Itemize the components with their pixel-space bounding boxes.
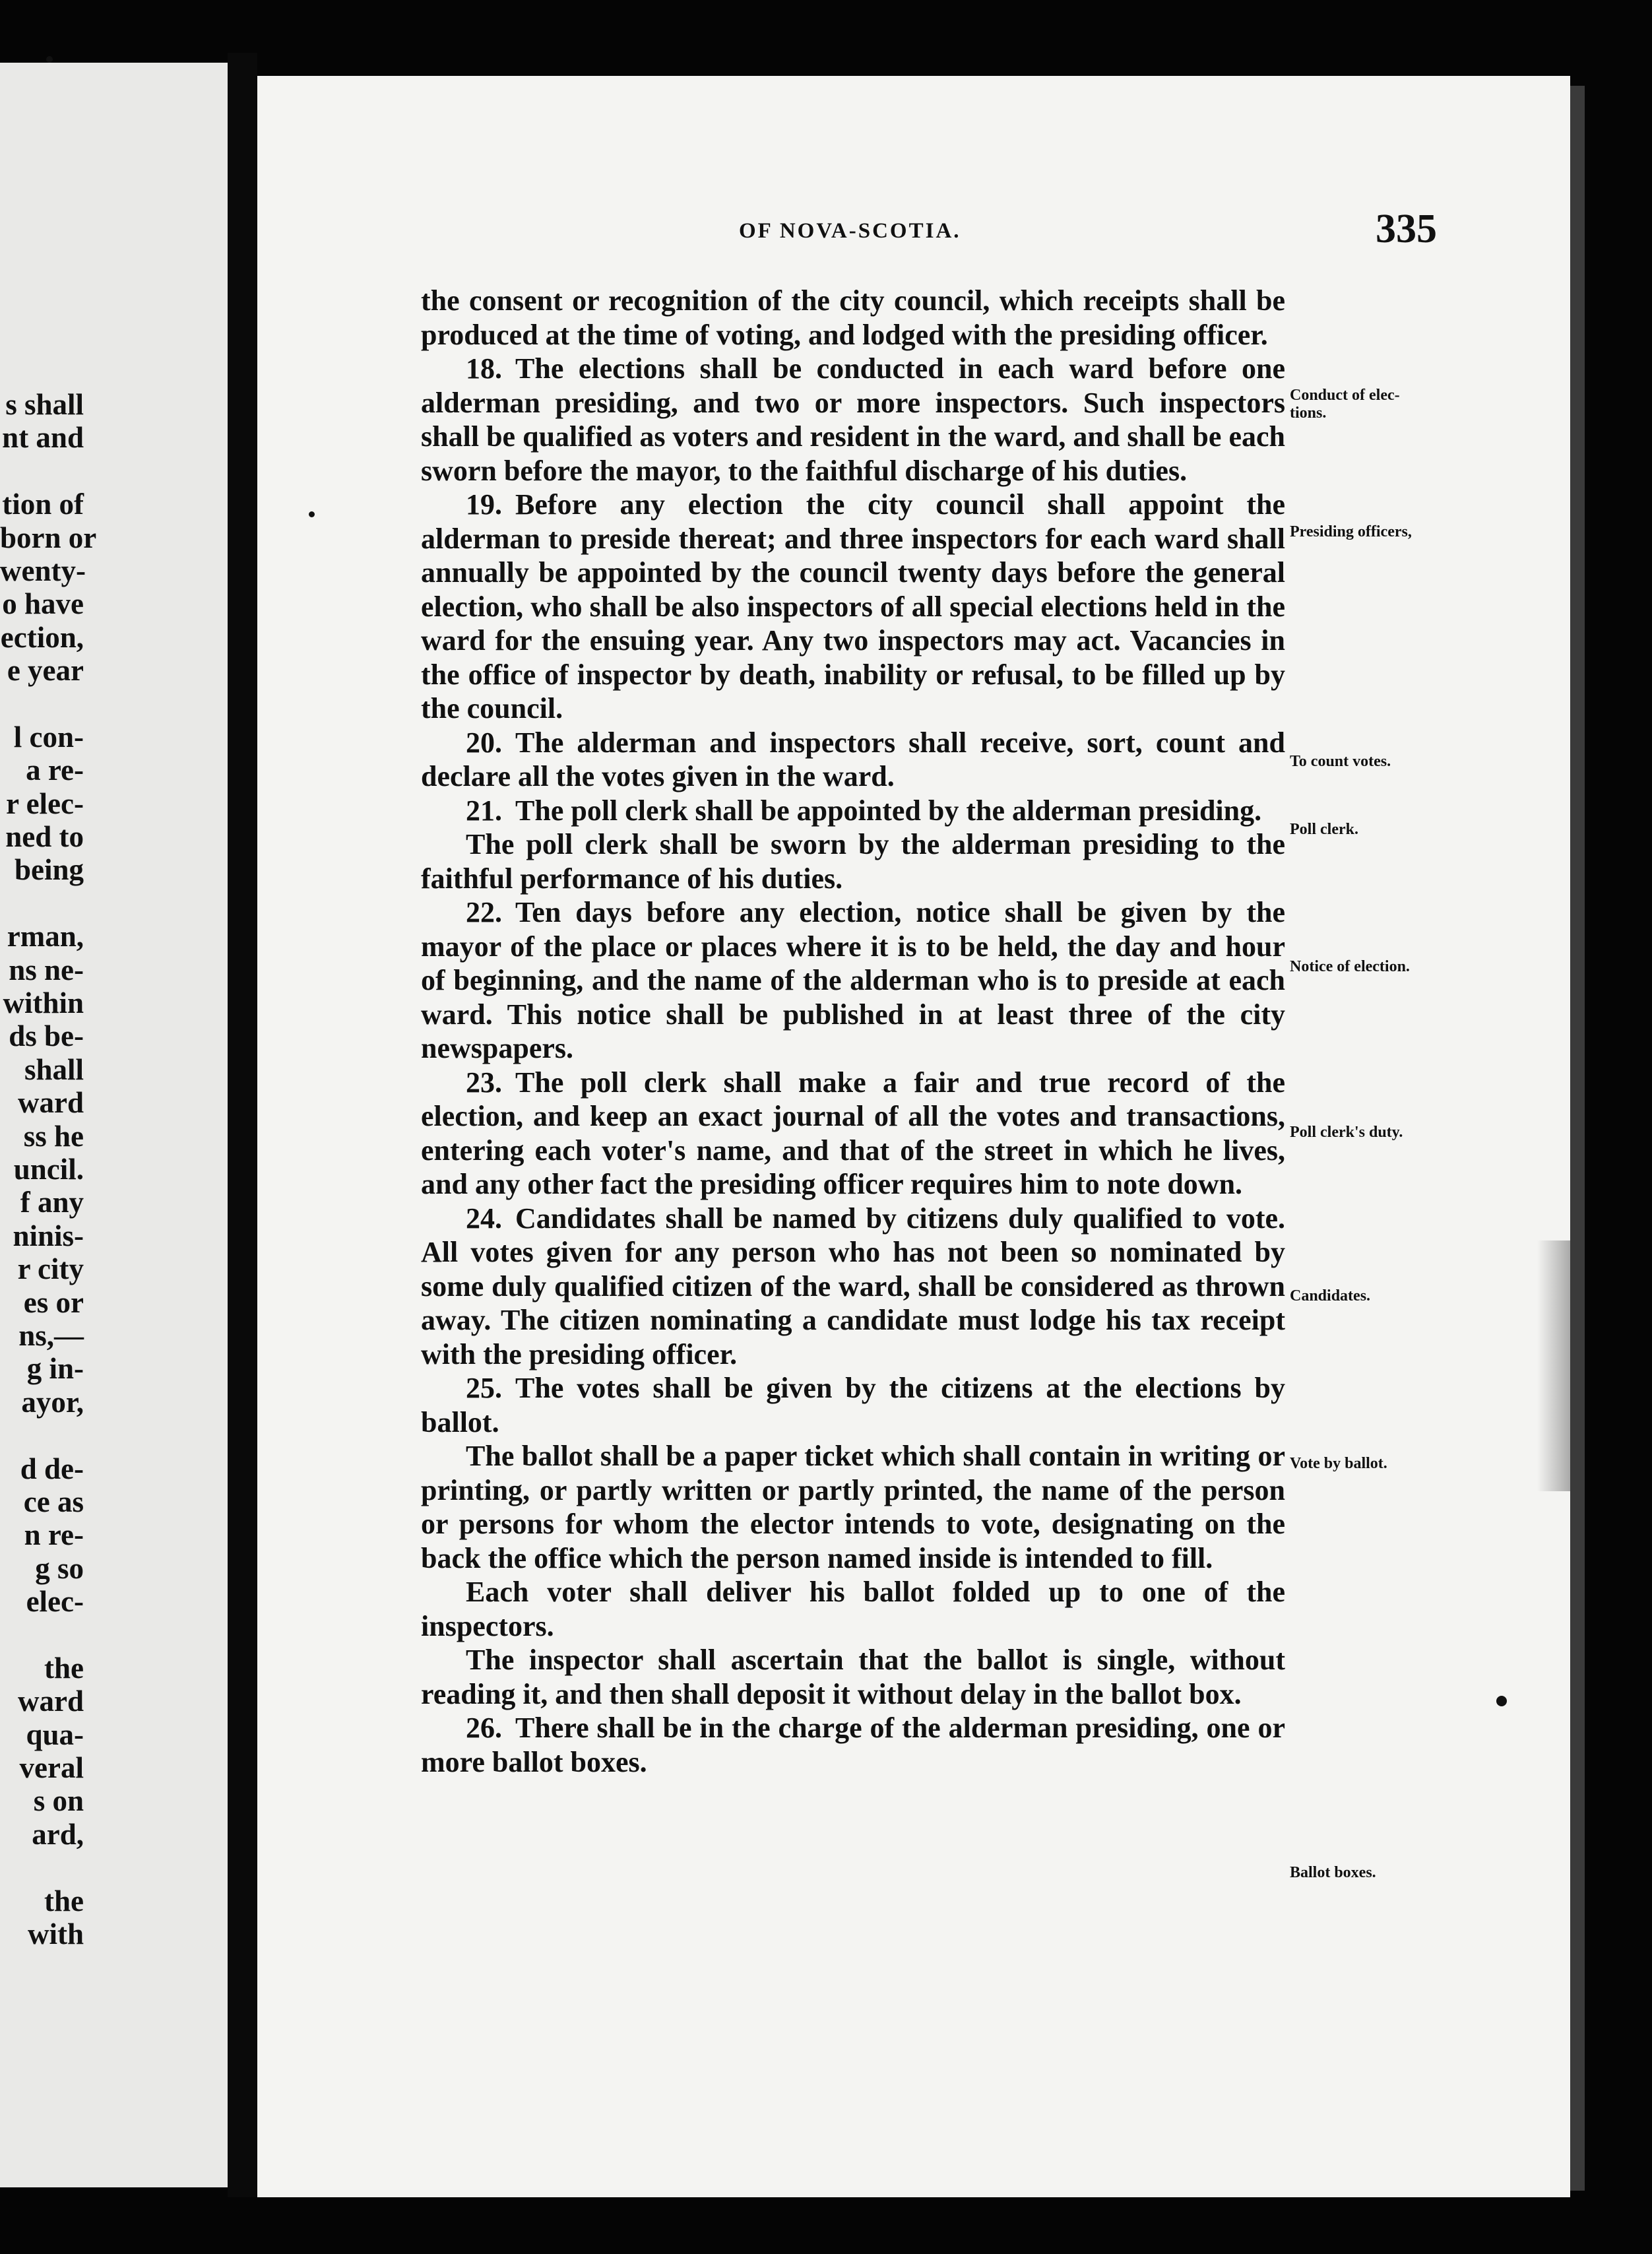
facing-page-line: l con- xyxy=(13,720,84,754)
margin-note-candidates: Candidates. xyxy=(1290,1287,1371,1304)
section-paragraph xyxy=(421,895,1285,1066)
facing-page-line: ned to xyxy=(5,820,84,854)
facing-page-line xyxy=(0,1419,228,1452)
margin-note-presiding: Presiding officers, xyxy=(1290,523,1412,540)
running-head: OF NOVA-SCOTIA. xyxy=(739,219,961,243)
section-text: The votes shall be given by the citizens at the elections by ballot. xyxy=(421,1372,1285,1438)
facing-page-line: n re- xyxy=(24,1518,84,1552)
facing-page-line: born or xyxy=(0,521,97,554)
section-paragraph xyxy=(421,1066,1285,1202)
section-text: The inspector shall ascertain that the ballot is single, without reading it, and then shall deposit it without delay in the ballot box. xyxy=(421,1644,1285,1710)
section-text: The alderman and inspectors shall receive, sort, count and declare all the votes given in the ward. xyxy=(421,726,1285,792)
facing-page-line: veral xyxy=(19,1751,84,1785)
facing-page-line: being xyxy=(14,853,84,887)
section-number: 26. xyxy=(466,1712,502,1744)
section-text: The poll clerk shall be sworn by the alderman presiding to the faithful performance of his duties. xyxy=(421,828,1285,895)
book-gutter xyxy=(228,53,257,2197)
margin-note-poll-clerk: Poll clerk. xyxy=(1290,821,1358,838)
body-text xyxy=(421,284,1285,1779)
facing-page-line: nt and xyxy=(2,421,84,455)
facing-page-text xyxy=(0,388,228,1950)
section-paragraph xyxy=(421,284,1285,352)
facing-page-line: shall xyxy=(24,1052,84,1086)
facing-page-line: s shall xyxy=(5,388,84,421)
margin-note-conduct: Conduct of elec- xyxy=(1290,387,1400,404)
section-paragraph xyxy=(421,794,1285,828)
facing-page-line: f any xyxy=(20,1186,84,1219)
section-number: 18. xyxy=(466,352,502,385)
margin-note-notice: Notice of election. xyxy=(1290,958,1410,975)
section-paragraph xyxy=(421,1202,1285,1372)
section-number: 24. xyxy=(466,1202,502,1235)
section-paragraph xyxy=(421,1711,1285,1779)
section-text: Candidates shall be named by citizens duly qualified to vote. All votes given for any person who has not been so nominated by some duly qualified citizen of the ward, shall be considered as thrown away. The citizen nominating a candidate must lodge his tax receipt with the presiding officer. xyxy=(421,1202,1285,1370)
margin-note-count-votes: To count votes. xyxy=(1290,753,1391,770)
facing-page-line xyxy=(0,1618,228,1651)
facing-page-line: within xyxy=(3,986,84,1020)
facing-page-line: g in- xyxy=(26,1352,84,1386)
facing-page-line: ection, xyxy=(0,620,84,654)
facing-page-line: o have xyxy=(2,587,84,621)
facing-page-line: s on xyxy=(33,1784,84,1818)
section-paragraph xyxy=(421,1439,1285,1575)
section-number: 19. xyxy=(466,488,502,521)
facing-page-line: ce as xyxy=(23,1485,84,1518)
section-text: Each voter shall deliver his ballot folded up to one of the inspectors. xyxy=(421,1576,1285,1642)
facing-page-line: uncil. xyxy=(13,1152,84,1186)
margin-note-conduct-cont: tions. xyxy=(1290,404,1327,422)
facing-page-line: es or xyxy=(23,1285,84,1319)
facing-page-line xyxy=(0,455,228,488)
section-paragraph xyxy=(421,1575,1285,1643)
margin-note-clerk-duty: Poll clerk's duty. xyxy=(1290,1124,1403,1141)
section-paragraph xyxy=(421,488,1285,726)
facing-page-fragment xyxy=(0,63,228,2187)
section-text: the consent or recognition of the city council, which receipts shall be produced at the time of voting, and lodged with the presiding officer. xyxy=(421,284,1285,351)
section-text: The poll clerk shall be appointed by the alderman presiding. xyxy=(515,794,1262,827)
facing-page-line: ayor, xyxy=(21,1385,84,1419)
facing-page-line: the xyxy=(44,1651,84,1685)
facing-page-line: ds be- xyxy=(9,1019,84,1053)
facing-page-line: elec- xyxy=(26,1585,84,1619)
section-paragraph xyxy=(421,352,1285,488)
page-number: 335 xyxy=(1376,207,1437,251)
facing-page-line: ninis- xyxy=(13,1219,84,1252)
facing-page-line: tion of xyxy=(2,488,84,521)
section-text: The poll clerk shall make a fair and true record of the election, and keep an exact journal of all the votes and transactions, entering each voter's name, and that of the street in which he lives, and any other fact the presiding officer requires him to note down. xyxy=(421,1066,1285,1200)
facing-page-line: with xyxy=(27,1917,84,1950)
facing-page-line: r city xyxy=(17,1252,84,1286)
page-edge-shadow xyxy=(1570,86,1585,2191)
section-number: 21. xyxy=(466,794,502,827)
facing-page-line: d de- xyxy=(20,1452,84,1485)
facing-page-line: g so xyxy=(35,1551,84,1585)
section-paragraph xyxy=(421,1371,1285,1439)
ink-speck xyxy=(309,511,315,517)
facing-page-line xyxy=(0,1851,228,1884)
facing-page-line: a re- xyxy=(26,754,84,787)
section-number: 22. xyxy=(466,896,502,928)
facing-page-line: rman, xyxy=(7,920,84,953)
facing-page-line: ns,— xyxy=(18,1318,84,1352)
section-text: Ten days before any election, notice shall be given by the mayor of the place or places where it is to be held, the day and hour of beginning, and the name of the alderman who is to preside at each ward. This notice shall be published in at least three of the city newspapers. xyxy=(421,896,1285,1064)
facing-page-line: the xyxy=(44,1884,84,1917)
section-number: 25. xyxy=(466,1372,502,1404)
section-number: 20. xyxy=(466,726,502,759)
section-text: The ballot shall be a paper ticket which shall contain in writing or printing, or partly written or partly printed, the name of the person or persons for whom the elector intends to vote, designating on the back the office which the person named inside is intended to fill. xyxy=(421,1440,1285,1574)
facing-page-line: ss he xyxy=(23,1119,84,1153)
facing-page-line: ward xyxy=(18,1685,84,1718)
ink-speck xyxy=(46,56,53,63)
section-paragraph xyxy=(421,1643,1285,1711)
facing-page-line: wenty- xyxy=(0,554,86,587)
margin-note-ballot-boxes: Ballot boxes. xyxy=(1290,1864,1376,1881)
facing-page-line: r elec- xyxy=(6,787,84,820)
section-paragraph xyxy=(421,827,1285,895)
page-curl-shadow xyxy=(1537,1240,1570,1491)
facing-page-line: e year xyxy=(7,654,84,688)
facing-page-line: qua- xyxy=(26,1718,84,1751)
section-text: The elections shall be conducted in each ward before one alderman presiding, and two or more inspectors. Such inspectors shall be qualified as voters and resident in the ward, and shall be each sworn before the mayor, to the faithful discharge of his duties. xyxy=(421,352,1285,487)
facing-page-line xyxy=(0,688,228,721)
section-text: Before any election the city council shall appoint the alderman to preside thereat; and three inspectors for each ward shall annually be appointed by the council twenty days before the general election, who shall be also inspectors of all special elections held in the ward for the ensuing year. Any two inspectors may act. Vacancies in the office of inspector by death, inability or refusal, to be filled up by the council. xyxy=(421,488,1285,724)
facing-page-line: ard, xyxy=(32,1817,84,1851)
facing-page-line: ns ne- xyxy=(9,953,84,986)
facing-page-line xyxy=(0,887,228,920)
ink-speck xyxy=(1496,1696,1507,1706)
section-number: 23. xyxy=(466,1066,502,1099)
section-text: There shall be in the charge of the alderman presiding, one or more ballot boxes. xyxy=(421,1712,1285,1778)
margin-note-ballot: Vote by ballot. xyxy=(1290,1455,1387,1472)
section-paragraph xyxy=(421,726,1285,794)
facing-page-line: ward xyxy=(18,1086,84,1120)
